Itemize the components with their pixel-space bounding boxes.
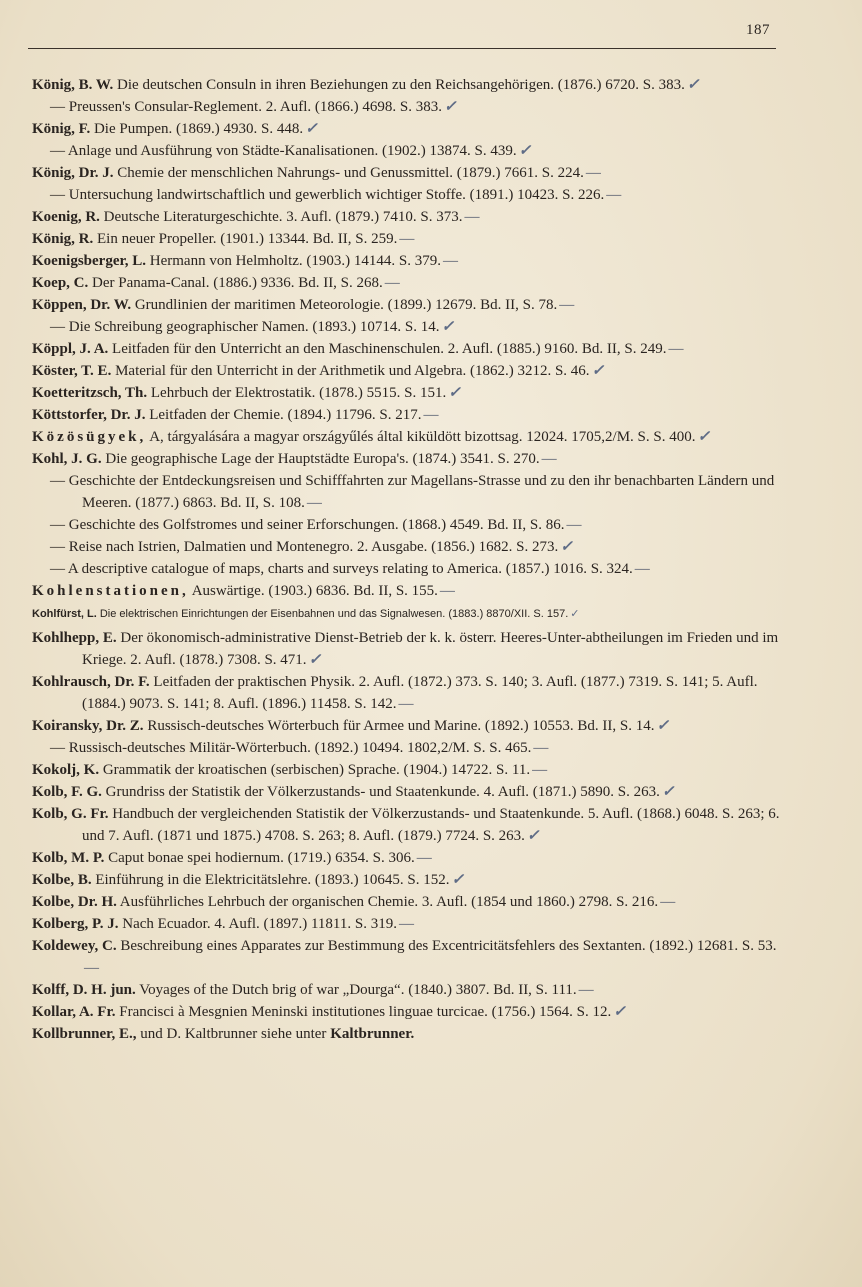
entry-author: Koetteritzsch, Th. <box>32 385 148 401</box>
entry-author: König, Dr. J. <box>32 165 114 181</box>
entry-text: Nach Ecuador. 4. Aufl. (1897.) 11811. S. 319. <box>118 916 397 932</box>
checkmark-icon: ✓ <box>518 143 532 159</box>
index-entry <box>32 580 784 602</box>
index-entry <box>32 316 784 338</box>
checkmark-icon: ✓ <box>697 429 711 445</box>
entry-list <box>32 74 784 1045</box>
entry-author: Kohlhepp, E. <box>32 630 117 646</box>
entry-author: Kollar, A. Fr. <box>32 1004 116 1020</box>
entry-author: Kohlenstationen, <box>32 583 189 599</box>
dash-mark-icon: — <box>416 850 432 866</box>
dash-mark-icon: — <box>541 451 557 467</box>
entry-author: Koenig, R. <box>32 209 100 225</box>
dash-mark-icon: — <box>668 341 684 357</box>
entry-author: Kollbrunner, E., <box>32 1026 137 1042</box>
index-entry <box>32 272 784 294</box>
entry-author: Koldewey, C. <box>32 938 117 954</box>
checkmark-icon: ✓ <box>686 77 700 93</box>
entry-author: König, B. W. <box>32 77 114 93</box>
index-entry <box>32 869 784 891</box>
entry-text: Die deutschen Consuln in ihren Beziehungen zu den Reichsangehörigen. (1876.) 6720. S. 383. <box>113 77 685 93</box>
index-entry <box>32 360 784 382</box>
entry-text: Ein neuer Propeller. (1901.) 13344. Bd. II, S. 259. <box>93 231 398 247</box>
dash-mark-icon: — <box>464 209 480 225</box>
entry-text: Caput bonae spei hodiernum. (1719.) 6354. S. 306. <box>104 850 415 866</box>
entry-text: — Geschichte des Golfstromes und seiner Erforschungen. (1868.) 4549. Bd. II, S. 86. <box>50 517 565 533</box>
index-entry <box>32 162 784 184</box>
dash-mark-icon: — <box>532 762 548 778</box>
dash-mark-icon: — <box>398 696 414 712</box>
checkmark-icon: ✓ <box>451 872 465 888</box>
index-entry <box>32 1023 784 1045</box>
page-number: 187 <box>746 22 770 38</box>
entry-text: Beschreibung eines Apparates zur Bestimmung des Excentricitätsfehlers des Sextanten. (1892.) 12681. S. 53. <box>116 938 777 954</box>
dash-mark-icon: — <box>660 894 676 910</box>
entry-author: Koiransky, Dr. Z. <box>32 718 144 734</box>
entry-text: Grundriss der Statistik der Völkerzustands- und Staatenkunde. 4. Aufl. (1871.) 5890. S. 263. <box>101 784 660 800</box>
index-entry <box>32 470 784 514</box>
entry-author: König, F. <box>32 121 91 137</box>
entry-text: Leitfaden der Chemie. (1894.) 11796. S. 217. <box>145 407 422 423</box>
entry-text: Voyages of the Dutch brig of war „Dourga“. (1840.) 3807. Bd. II, S. 111. <box>135 982 577 998</box>
entry-text: — Reise nach Istrien, Dalmatien und Montenegro. 2. Ausgabe. (1856.) 1682. S. 273. <box>50 539 559 555</box>
entry-author: Kokolj, K. <box>32 762 100 778</box>
checkmark-icon: ✓ <box>305 121 318 137</box>
entry-author: Kolb, M. P. <box>32 850 105 866</box>
entry-text: Die elektrischen Einrichtungen der Eisenbahnen und das Signalwesen. (1883.) 8870/XII. S. 157. <box>96 608 569 620</box>
index-entry <box>32 671 784 715</box>
dash-mark-icon: — <box>634 561 650 577</box>
dash-mark-icon: — <box>306 495 322 511</box>
index-entry <box>32 979 784 1001</box>
entry-author: Kolff, D. H. jun. <box>32 982 136 998</box>
dash-mark-icon: — <box>384 275 400 291</box>
entry-text: — Preussen's Consular-Reglement. 2. Aufl. (1866.) 4698. S. 383. <box>50 99 442 115</box>
entry-text: — Anlage und Ausführung von Städte-Kanalisationen. (1902.) 13874. S. 439. <box>50 143 517 159</box>
index-entry <box>32 935 784 979</box>
entry-author: Koenigsberger, L. <box>32 253 147 269</box>
index-entry <box>32 382 784 404</box>
entry-text: Chemie der menschlichen Nahrungs- und Genussmittel. (1879.) 7661. S. 224. <box>113 165 584 181</box>
entry-text: Material für den Unterricht in der Arithmetik und Algebra. (1862.) 3212. S. 46. <box>111 363 590 379</box>
entry-text: Einführung in die Elektricitätslehre. (1893.) 10645. S. 152. <box>91 872 450 888</box>
entry-author: Köster, T. E. <box>32 363 112 379</box>
checkmark-icon: ✓ <box>441 319 455 335</box>
dash-mark-icon: — <box>443 253 458 269</box>
entry-author: Kolbe, B. <box>32 872 92 888</box>
index-entry <box>32 737 784 759</box>
index-entry <box>32 514 784 536</box>
checkmark-icon: ✓ <box>661 784 675 800</box>
checkmark-icon: ✓ <box>570 608 580 620</box>
index-entry <box>32 118 784 140</box>
entry-text: — Untersuchung landwirtschaftlich und gewerblich wichtiger Stoffe. (1891.) 10423. S. 226. <box>50 187 605 203</box>
index-entry <box>32 250 784 272</box>
checkmark-icon: ✓ <box>308 652 322 668</box>
entry-text: Leitfaden für den Unterricht an den Maschinenschulen. 2. Aufl. (1885.) 9160. Bd. II, S. 249. <box>108 341 667 357</box>
entry-text: — Die Schreibung geographischer Namen. (1893.) 10714. S. 14. <box>50 319 440 335</box>
entry-text: Russisch-deutsches Wörterbuch für Armee und Marine. (1892.) 10553. Bd. II, S. 14. <box>143 718 655 734</box>
entry-author: Kolb, F. G. <box>32 784 102 800</box>
entry-text: — A descriptive catalogue of maps, charts and surveys relating to America. (1857.) 1016. S. 324. <box>50 561 633 577</box>
entry-text: und D. Kaltbrunner siehe unter <box>136 1026 331 1042</box>
entry-author: Kohlrausch, Dr. F. <box>32 674 150 690</box>
index-entry <box>32 536 784 558</box>
checkmark-icon: ✓ <box>526 828 540 844</box>
dash-mark-icon: — <box>585 165 601 181</box>
dash-mark-icon: — <box>84 960 99 976</box>
index-entry <box>32 74 784 96</box>
index-entry <box>32 715 784 737</box>
entry-text: Deutsche Literaturgeschichte. 3. Aufl. (1879.) 7410. S. 373. <box>99 209 463 225</box>
checkmark-icon: ✓ <box>560 539 573 555</box>
entry-author: Köttstorfer, Dr. J. <box>32 407 146 423</box>
entry-author: Kolbe, Dr. H. <box>32 894 117 910</box>
entry-text: Auswärtige. (1903.) 6836. Bd. II, S. 155. <box>188 583 438 599</box>
header-rule <box>28 48 776 49</box>
index-entry <box>32 627 784 671</box>
index-entry <box>32 1001 784 1023</box>
entry-text: Hermann von Helmholtz. (1903.) 14144. S. 379. <box>146 253 441 269</box>
entry-text: A, tárgyalására a magyar országyűlés által kiküldött bizottsag. 12024. 1705,2/M. S. S. 400. <box>146 429 696 445</box>
entry-text: Der ökonomisch-administrative Dienst-Betrieb der k. k. österr. Heeres-Unter-abtheilungen im Frieden und im Kriege. 2. Aufl. (1878.) 7308. S. 471. <box>82 630 779 668</box>
index-entry <box>32 605 784 623</box>
entry-author: Kolb, G. Fr. <box>32 806 109 822</box>
entry-author: Köppl, J. A. <box>32 341 109 357</box>
dash-mark-icon: — <box>439 583 455 599</box>
checkmark-icon: ✓ <box>591 363 605 379</box>
checkmark-icon: ✓ <box>656 718 670 734</box>
index-entry <box>32 558 784 580</box>
entry-reference: Kaltbrunner. <box>330 1026 415 1042</box>
index-entry <box>32 404 784 426</box>
entry-text: Die geographische Lage der Hauptstädte Europa's. (1874.) 3541. S. 270. <box>101 451 540 467</box>
index-entry <box>32 184 784 206</box>
index-entry <box>32 448 784 470</box>
index-entry <box>32 426 784 448</box>
entry-author: Kohl, J. G. <box>32 451 102 467</box>
dash-mark-icon: — <box>559 297 575 313</box>
entry-text: Der Panama-Canal. (1886.) 9336. Bd. II, S. 268. <box>88 275 383 291</box>
index-entry <box>32 913 784 935</box>
entry-text: Francisci à Mesgnien Meninski institutiones linguae turcicae. (1756.) 1564. S. 12. <box>115 1004 612 1020</box>
index-entry <box>32 759 784 781</box>
entry-text: Lehrbuch der Elektrostatik. (1878.) 5515. S. 151. <box>147 385 447 401</box>
entry-text: Die Pumpen. (1869.) 4930. S. 448. <box>90 121 304 137</box>
index-entry <box>32 140 784 162</box>
entry-author: Koep, C. <box>32 275 89 291</box>
dash-mark-icon: — <box>566 517 582 533</box>
entry-author: Kohlfürst, L. <box>32 608 97 620</box>
index-entry <box>32 206 784 228</box>
index-entry <box>32 294 784 316</box>
entry-text: — Geschichte der Entdeckungsreisen und Schifffahrten zur Magellans-Strasse und zu den ihr benachbarten Ländern und Meeren. (1877.) 6863. Bd. II, S. 108. <box>50 473 775 511</box>
entry-text: Ausführliches Lehrbuch der organischen Chemie. 3. Aufl. (1854 und 1860.) 2798. S. 216. <box>116 894 659 910</box>
index-entry <box>32 96 784 118</box>
index-entry <box>32 781 784 803</box>
index-entry <box>32 891 784 913</box>
dash-mark-icon: — <box>533 740 549 756</box>
entry-author: Köppen, Dr. W. <box>32 297 132 313</box>
index-entry <box>32 338 784 360</box>
checkmark-icon: ✓ <box>448 385 461 401</box>
checkmark-icon: ✓ <box>613 1004 626 1020</box>
dash-mark-icon: — <box>578 982 594 998</box>
entry-author: Közösügyek, <box>32 429 147 445</box>
entry-text: Grammatik der kroatischen (serbischen) Sprache. (1904.) 14722. S. 11. <box>99 762 531 778</box>
index-entry <box>32 228 784 250</box>
entry-text: — Russisch-deutsches Militär-Wörterbuch. (1892.) 10494. 1802,2/M. S. S. 465. <box>50 740 532 756</box>
dash-mark-icon: — <box>398 916 414 932</box>
dash-mark-icon: — <box>423 407 439 423</box>
dash-mark-icon: — <box>399 231 415 247</box>
entry-text: Grundlinien der maritimen Meteorologie. (1899.) 12679. Bd. II, S. 78. <box>131 297 558 313</box>
dash-mark-icon: — <box>606 187 622 203</box>
entry-text: Handbuch der vergleichenden Statistik der Völkerzustands- und Staatenkunde. 5. Aufl. (1868.) 6048. S. 263; 6. und 7. Aufl. (1871 und 1875.) 4708. S. 263; 8. Aufl. (1879.) 7724. S. 263. <box>82 806 780 844</box>
checkmark-icon: ✓ <box>443 99 457 115</box>
entry-author: König, R. <box>32 231 94 247</box>
index-entry <box>32 803 784 847</box>
entry-author: Kolberg, P. J. <box>32 916 119 932</box>
index-entry <box>32 847 784 869</box>
entry-text: Leitfaden der praktischen Physik. 2. Aufl. (1872.) 373. S. 140; 3. Aufl. (1877.) 7319. S. 141; 5. Aufl. (1884.) 9073. S. 141; 8. Aufl. (1896.) 11458. S. 142. <box>82 674 758 712</box>
